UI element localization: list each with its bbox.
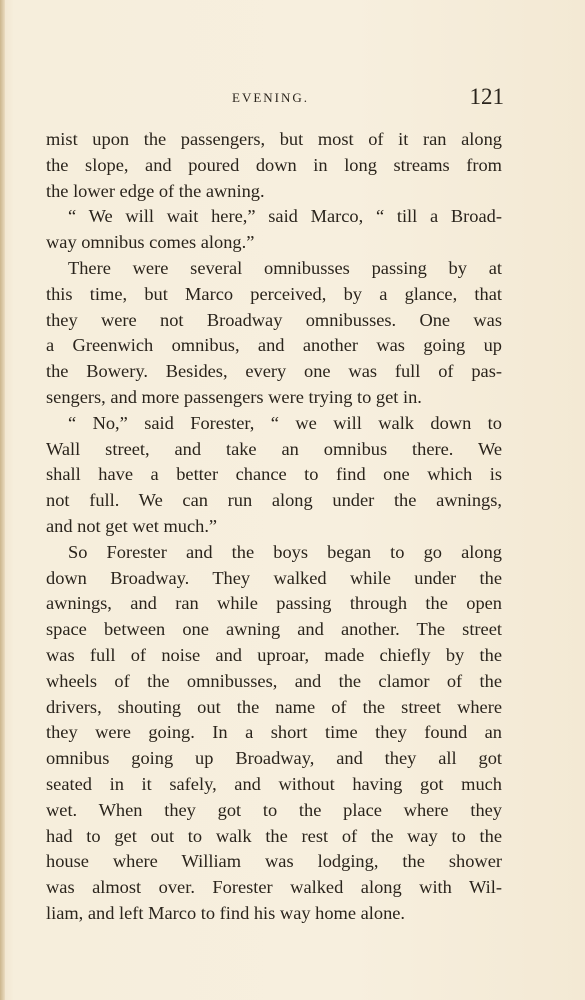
text-line: shall have a better chance to find one which is (46, 464, 502, 485)
text-line: was almost over. Forester walked along with Wil- (46, 877, 502, 898)
text-line: space between one awning and another. The street (46, 619, 502, 640)
text-line: down Broadway. They walked while under the (46, 567, 502, 588)
text-line: wheels of the omnibusses, and the clamor of the (46, 670, 502, 691)
text-line: they were going. In a short time they found an (46, 722, 502, 743)
text-line: wet. When they got to the place where they (46, 799, 502, 820)
text-line: “ No,” said Forester, “ we will walk down to (68, 412, 502, 433)
text-line: awnings, and ran while passing through the open (46, 593, 502, 614)
text-line: There were several omnibusses passing by at (68, 257, 502, 278)
text-line: omnibus going up Broadway, and they all got (46, 748, 502, 769)
text-line: Wall street, and take an omnibus there. We (46, 438, 502, 459)
text-line: not full. We can run along under the awnings, (46, 490, 502, 511)
text-line: liam, and left Marco to find his way home alone. (46, 902, 406, 923)
text-line: had to get out to walk the rest of the way to the (46, 825, 502, 846)
page-number: 121 (469, 84, 504, 109)
text-line: mist upon the passengers, but most of it ran along (46, 129, 502, 149)
running-title: EVENING. (232, 90, 310, 105)
body-text (46, 127, 502, 927)
text-line: this time, but Marco perceived, by a glance, that (46, 283, 502, 304)
text-line: sengers, and more passengers were trying to get in. (46, 386, 422, 407)
text-line: way omnibus comes along.” (46, 232, 255, 253)
text-line: the Bowery. Besides, every one was full of pas- (46, 361, 502, 382)
text-line: seated in it safely, and without having got much (46, 773, 502, 794)
text-line: So Forester and the boys began to go along (68, 541, 502, 562)
text-line: “ We will wait here,” said Marco, “ till a Broad- (68, 206, 502, 227)
text-line: and not get wet much.” (46, 515, 218, 536)
running-head (46, 84, 504, 114)
text-line: drivers, shouting out the name of the street where (46, 696, 502, 717)
text-line: a Greenwich omnibus, and another was going up (46, 335, 502, 356)
text-line: was full of noise and uproar, made chiefly by the (46, 644, 502, 665)
text-line: house where William was lodging, the shower (46, 851, 502, 872)
text-line: the slope, and poured down in long streams from (46, 154, 502, 175)
text-line: they were not Broadway omnibusses. One was (46, 309, 502, 330)
text-line: the lower edge of the awning. (46, 180, 265, 201)
page-gutter-edge (0, 0, 5, 1000)
